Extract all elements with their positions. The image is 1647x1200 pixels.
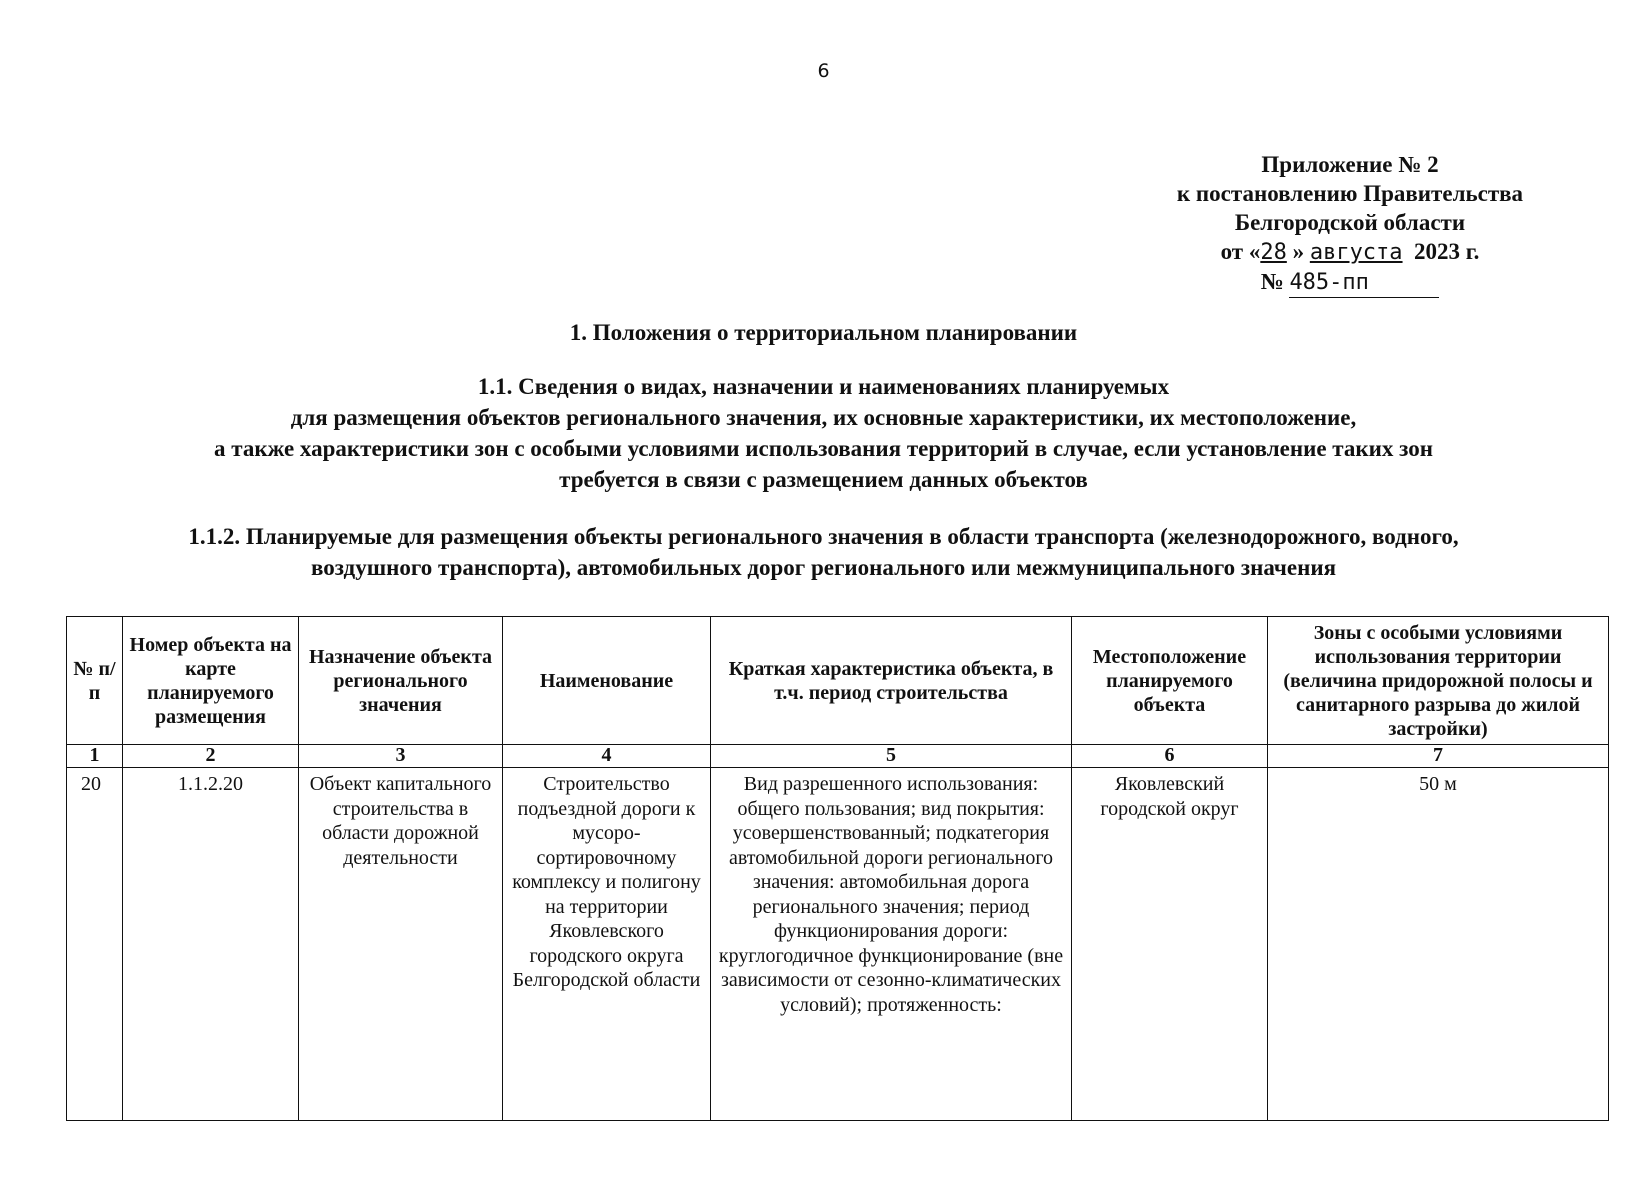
heading-territorial-planning: 1. Положения о территориальном планировании bbox=[569, 320, 1078, 345]
date-day: 28 bbox=[1260, 240, 1287, 265]
number-prefix: № bbox=[1260, 269, 1284, 294]
date-month: августа bbox=[1309, 240, 1403, 265]
column-number: 7 bbox=[1268, 745, 1609, 768]
heading-section-1-1-line-1: 1.1. Сведения о видах, назначении и наименованиях планируемых bbox=[477, 374, 1170, 399]
column-number: 2 bbox=[123, 745, 299, 768]
column-number: 5 bbox=[711, 745, 1072, 768]
cell-name: Строительство подъездной дороги к мусоро-сортировочному комплексу и полигону на территории Яковлевского городского округа Белгородской области bbox=[503, 768, 711, 1121]
appendix-date bbox=[1120, 237, 1580, 267]
cell-number: 20 bbox=[67, 768, 123, 1121]
cell-zones: 50 м bbox=[1268, 768, 1609, 1121]
heading-section-1-1-2-line-2: воздушного транспорта), автомобильных дорог регионального или межмуниципального значения bbox=[310, 555, 1337, 580]
appendix-subtitle: к постановлению Правительства bbox=[1176, 181, 1524, 206]
planned-objects-table bbox=[66, 616, 1609, 1121]
header-map-number: Номер объекта на карте планируемого размещения bbox=[123, 617, 299, 745]
date-mid: » bbox=[1292, 239, 1305, 264]
heading-section-1-1-line-2: для размещения объектов регионального значения, их основные характеристики, их местоположение, bbox=[290, 405, 1357, 430]
column-number: 1 bbox=[67, 745, 123, 768]
cell-location: Яковлевский городской округ bbox=[1072, 768, 1268, 1121]
appendix-region: Белгородской области bbox=[1234, 210, 1466, 235]
column-number: 3 bbox=[299, 745, 503, 768]
table-row bbox=[67, 768, 1609, 1121]
header-purpose: Назначение объекта регионального значения bbox=[299, 617, 503, 745]
cell-characteristics: Вид разрешенного использования: общего пользования; вид покрытия: усовершенствованный; подкатегория автомобильной дороги регионального значения: автомобильная дорога регионального значения; период функционирования дороги: круглогодичное функционирование (вне зависимости от сезонно-климатических условий); протяженность: bbox=[711, 768, 1072, 1121]
header-zones: Зоны с особыми условиями использования территории (величина придорожной полосы и санитарного разрыва до жилой застройки) bbox=[1268, 617, 1609, 745]
column-number: 4 bbox=[503, 745, 711, 768]
column-number: 6 bbox=[1072, 745, 1268, 768]
date-year: 2023 г. bbox=[1414, 239, 1480, 264]
table-header-row bbox=[67, 617, 1609, 745]
page-number: 6 bbox=[817, 60, 830, 82]
header-location: Местоположение планируемого объекта bbox=[1072, 617, 1268, 745]
column-number-row bbox=[67, 745, 1609, 768]
appendix-number bbox=[1120, 267, 1580, 298]
heading-section-1-1-line-4: требуется в связи с размещением данных объектов bbox=[559, 467, 1088, 492]
number-value: 485-пп bbox=[1289, 270, 1369, 295]
appendix-block bbox=[1120, 150, 1580, 298]
cell-purpose: Объект капитального строительства в области дорожной деятельности bbox=[299, 768, 503, 1121]
date-prefix: от « bbox=[1220, 239, 1261, 264]
heading-section-1-1-line-3: а также характеристики зон с особыми условиями использования территорий в случае, если установление таких зон bbox=[214, 436, 1433, 461]
header-characteristics: Краткая характеристика объекта, в т.ч. период строительства bbox=[711, 617, 1072, 745]
heading-section-1-1-2-line-1: 1.1.2. Планируемые для размещения объекты регионального значения в области транспорта (железнодорожного, водного, bbox=[188, 524, 1459, 549]
header-name: Наименование bbox=[503, 617, 711, 745]
header-number: № п/п bbox=[67, 617, 123, 745]
cell-map-number: 1.1.2.20 bbox=[123, 768, 299, 1121]
appendix-title: Приложение № 2 bbox=[1261, 152, 1439, 177]
